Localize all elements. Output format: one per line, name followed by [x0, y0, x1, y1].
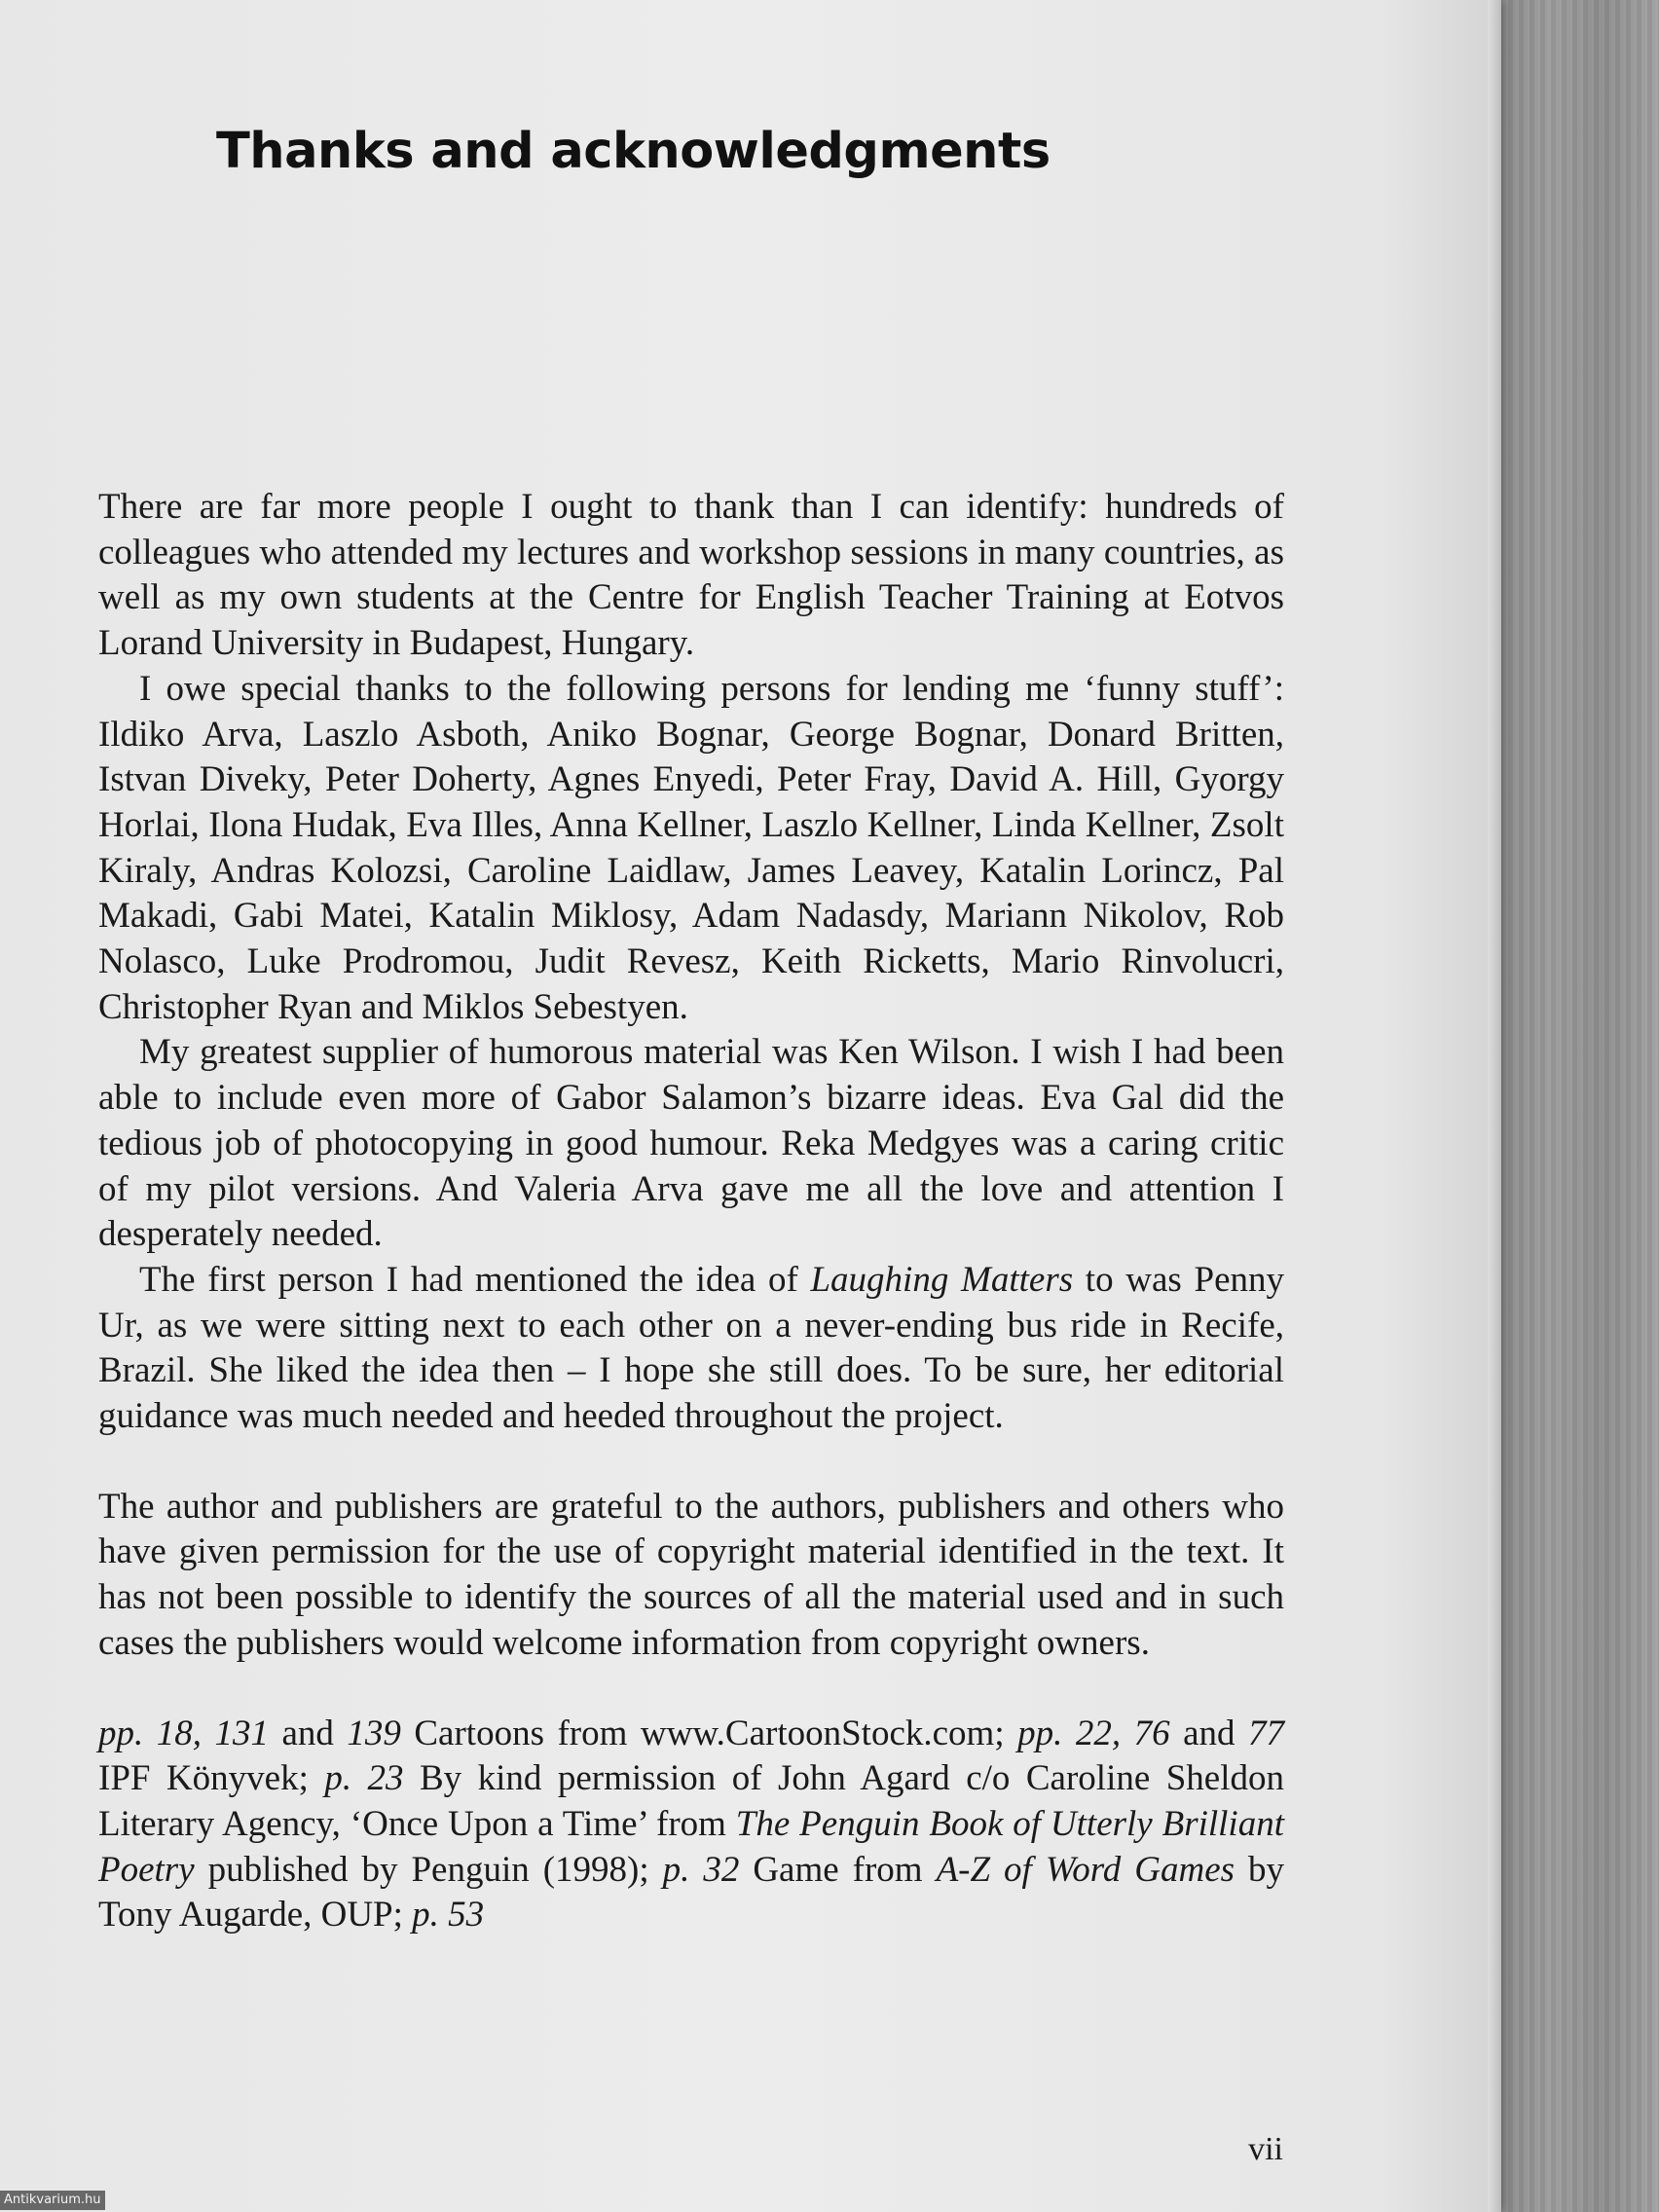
paragraph-credits — [98, 1712, 1284, 1939]
page-ref: 77 — [1248, 1713, 1284, 1753]
paragraph-permissions: The author and publishers are grateful to the authors, publishers and others who have given permission for the use of copyright material identified in the text. It has not been possible to identify the sources of all the material used and in such cases the publishers would welcome information from copyright owners. — [98, 1486, 1284, 1663]
acknowledgments-body — [98, 485, 1284, 1938]
page-edge — [1488, 0, 1501, 2212]
page-ref: p. 32 — [662, 1849, 740, 1890]
page-ref: 139 — [347, 1713, 401, 1753]
book-title: Laughing Matters — [810, 1259, 1074, 1300]
text-segment: and — [1169, 1713, 1248, 1753]
text-segment: By kind permission of John Agard c/o Caroline Sheldon Literary Agency, ‘Once Upon a Time’ from — [98, 1758, 1285, 1844]
page-ref: p. 53 — [412, 1895, 485, 1936]
text-segment: by Tony Augarde, OUP; — [98, 1849, 1284, 1936]
text-segment: Game from — [739, 1849, 937, 1890]
page-ref: p. 23 — [324, 1758, 404, 1799]
spacer — [98, 1440, 1284, 1485]
text-segment: Cartoons from www.CartoonStock.com; — [400, 1713, 1018, 1753]
text-segment: The first person I had mentioned the idea of — [139, 1259, 811, 1300]
paragraph-first-person — [98, 1258, 1284, 1440]
text-segment: published by Penguin (1998); — [194, 1849, 663, 1890]
book-title: A-Z of Word Games — [936, 1849, 1235, 1890]
spacer — [98, 1667, 1284, 1712]
text-segment: IPF Könyvek; — [98, 1758, 325, 1799]
watermark: Antikvarium.hu — [0, 2191, 105, 2210]
paragraph-supplier: My greatest supplier of humorous material was Ken Wilson. I wish I had been able to include even more of Gabor Salamon’s bizarre ideas. Eva Gal did the tedious job of photocopying in good humour. Reka Medgyes was a caring critic of my pilot versions. And Valeria Arva gave me all the love and attention I desperately needed. — [98, 1032, 1284, 1255]
text-segment: to was Penny Ur, as we were sitting next to each other on a never-ending bus ride in Recife, Brazil. She liked the idea then – I hope she still does. To be sure, her editorial guidance was much needed and heeded throughout the project. — [98, 1259, 1284, 1437]
page-ref: pp. 18, 131 — [98, 1713, 269, 1753]
text-segment: and — [268, 1713, 348, 1753]
book-title: The Penguin Book of Utterly Brilliant Poetry — [98, 1803, 1284, 1890]
paragraph-intro: There are far more people I ought to thank than I can identify: hundreds of colleagues who attended my lectures and workshop sessions in many countries, as well as my own students at the Centre for English Teacher Training at Eotvos Lorand University in Budapest, Hungary. — [98, 487, 1284, 664]
page-number: vii — [1248, 2131, 1283, 2167]
wooden-background — [1495, 0, 1659, 2212]
page-heading: Thanks and acknowledgments — [216, 123, 1051, 180]
paragraph-special-thanks: I owe special thanks to the following persons for lending me ‘funny stuff’: Ildiko Arva, Laszlo Asboth, Aniko Bognar, George Bognar, Donard Britten, Istvan Diveky, Peter Doherty, Agnes Enyedi, Peter Fray, David A. Hill, Gyorgy Horlai, Ilona Hudak, Eva Illes, Anna Kellner, Laszlo Kellner, Linda Kellner, Zsolt Kiraly, Andras Kolozsi, Caroline Laidlaw, James Leavey, Katalin Lorincz, Pal Makadi, Gabi Matei, Katalin Miklosy, Adam Nadasdy, Mariann Nikolov, Rob Nolasco, Luke Prodromou, Judit Revesz, Keith Ricketts, Mario Rinvolucri, Christopher Ryan and Miklos Sebestyen. — [98, 668, 1284, 1027]
page-ref: pp. 22, 76 — [1017, 1713, 1170, 1753]
